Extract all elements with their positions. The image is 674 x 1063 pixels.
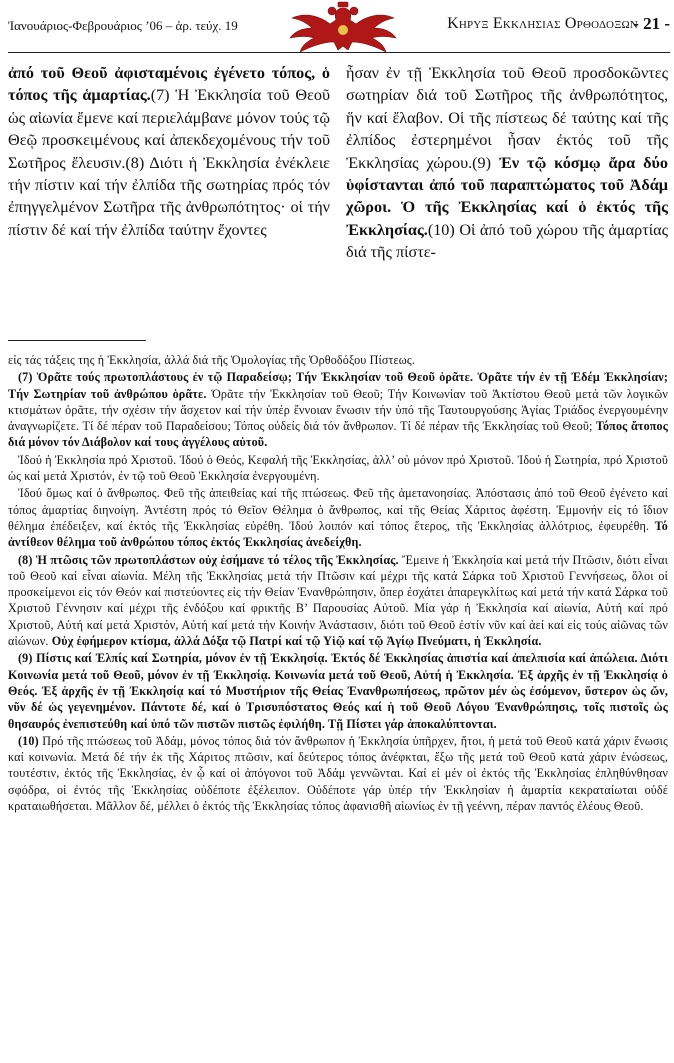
footnote-9 [8, 650, 668, 731]
left-text-1: Ἡ Ἐκκλησία τοῦ Θεοῦ ὡς αἰωνία ἔμενε καί περιελάμβανε μόνον τούς τῷ Θεῷ προσκειμένους καί ἀπεκδεχομένους τήν τοῦ Σωτῆρος ἔλευσιν. [8, 86, 331, 172]
footnotes [8, 352, 668, 815]
footnote-ref-8: (8) [125, 153, 145, 172]
footnote-10-text: Πρό τῆς πτώσεως τοῦ Ἀδάμ, μόνος τόπος διά τόν ἄνθρωπον ἡ Ἐκκλησία ὑπῆρχεν, ἤτοι, ἡ μετά τοῦ Θεοῦ κατά χάριν ἕνωσις καί κοινωνία. Μετά δέ τήν ἐκ τῆς Χάριτος πτῶσιν, καί δεύτερος τόπος ἀνέφκται, ἔξω τῆς μετά τοῦ Θεοῦ κατά χάριν ἑνώσεως, τουτέστιν, ἐκτός τῆς Ἐκκλησίας, ἐν ᾧ καί οἱ ἀπόγονοι τοῦ Ἀδάμ γεννῶνται. Καί εἰ μέν οἱ ἐκτός τῆς Ἐκκλησίας ἐπληθύνθησαν σφόδρα, οἱ ἐντός τῆς Ἐκκλησίας οὐδέποτε ἐξέλειπον. Οὐδέποτε γάρ ὑπέρ τήν Ἐκκλησίαν ἡ ἁμαρτία κεκραταίωται οὐδέ κραταιωθήσεται. Μᾶλλον δέ, μέλλει ὁ ἐκτός τῆς Ἐκκλησίας τόπος ἀφανισθῆ αἰωνίως ἐν τῇ γεέννη, πέραν παντός ἐλέους Θεοῦ. [8, 733, 668, 814]
main-text [8, 62, 668, 302]
footnote-7-para-3-bold: Τό ἀντίθεον θέλημα τοῦ ἀνθρώπου τόπος ἐκτός Ἐκκλησίας ἀνεδείχθη. [8, 518, 668, 550]
footnote-7-para-2: Ἰδού ἡ Ἐκκλησία πρό Χριστοῦ. Ἰδού ὁ Θεός, Κεφαλή τῆς Ἐκκλησίας, ἀλλ’ οὐ μόνον πρό Χριστοῦ. Ἰδού ἡ Σωτηρία, πρό Χριστοῦ ὡς καί μετά Χριστόν, ἐν τῷ τοῦ Θεοῦ Ἐκκλησία ἐνεργουμένη. [8, 452, 668, 484]
footnote-10 [8, 733, 668, 814]
footnote-8-bold-2: Οὐχ ἐφήμερον κτίσμα, ἀλλά Δόξα τῷ Πατρί καί τῷ Υἱῷ καί τῷ Ἁγίῳ Πνεύματι, ἡ Ἐκκλησία. [48, 634, 542, 649]
footnote-7 [8, 369, 668, 450]
header-rule [8, 52, 670, 53]
magazine-title: Κηρυξ Εκκλησιας Ορθοδοξων [447, 15, 638, 32]
issue-info: Ἰανουάριος-Φεβρουάριος ’06 – ἀρ. τεύχ. 19 [8, 18, 238, 33]
page-number: - 21 - [633, 14, 670, 33]
right-text-2: Οἱ ἀπό τοῦ χώρου τῆς ἁμαρτίας διά τῆς πίστε- [346, 220, 668, 262]
footnote-7-bold: (7) Ὁρᾶτε τούς πρωτοπλάστους ἐν τῷ Παραδείσῳ; Τήν Ἐκκλησίαν τοῦ Θεοῦ ὁρᾶτε. Ὁρᾶτε τήν ἐν τῇ Ἐδέμ Ἐκκλησίαν; Τήν Σωτηρίαν τοῦ ἀνθρώπου ὁρᾶτε. [8, 370, 668, 401]
column-right [346, 62, 668, 302]
footnote-7-para-3-text: Ἰδού ὅμως καί ὁ ἄνθρωπος. Φεῦ τῆς ἀπειθείας καί τῆς πτώσεως. Φεῦ τῆς ἀμετανοησίας. Ἀπόστασις ἀπό τοῦ Θεοῦ ἐγένετο καί τόπος ἁμαρτίας διηνοίγη. Ἀντέστη πρός τό Θεῖον Θέλημα ὁ ἄνθρωπος, καί τῆς Θείας Χάριτος ἀφέστη. Ἐμμονήν εἰς τό ἴδιον θέλημα ἐπέδειξεν, καί ἐκτός τῆς Ἐκκλησίας εὑρέθη. Ἰδού λοιπόν καί τόπος ἕτερος, τῆς Ἐκκλησίας ἀλλότριος, ἐφευρέθη. [8, 486, 668, 533]
footnote-8-bold: (8) Ἡ πτῶσις τῶν πρωτοπλάστων οὐχ ἐσήμανε τό τέλος τῆς Ἐκκλησίας. [18, 552, 399, 567]
footnote-9-bold: (9) Πίστις καί Ἐλπίς καί Σωτηρία, μόνον ἐν τῇ Ἐκκλησίᾳ. Ἐκτός δέ Ἐκκλησίας ἀπιστία καί ἀπελπισία καί ἀπώλεια. Διότι Κοινωνία μετά τοῦ Θεοῦ, μόνον ἐν τῇ Ἐκκλησίᾳ. Κοινωνία μετά τοῦ Θεοῦ, Αὐτή ἡ Ἐκκλησία. Ἐξ ἀρχῆς ἐν τῇ Ἐκκλησίᾳ ὁ Θεός. Ἐξ ἀρχῆς ἐν τῇ Ἐκκλησίᾳ καί τό Μυστήριον τῆς Θείας Ἐνανθρωπήσεως, πρῶτον μέν ὡς ἐσόμενον, ὕστερον ὡς ὤν, νῦν δέ ὡς γεγενημένον. Πάντοτε δέ, καί ὁ Τρισυπόστατος Θεός καί ἡ τοῦ Θεοῦ Λόγου Ἐνανθρώπησις, τοῖς πιστοῖς ὡς θησαυρός ἐνεπιστεύθη καί ὑπό τῶν πιστῶν πιστῶς ἐφιλήθη. Τῇ Πίστει γάρ ἀποκαλύπτονται. [8, 651, 668, 731]
footnote-7-bold-2: Τόπος ἄτοπος διά μόνον τόν Διάβολον καί τους ἀγγέλους αὐτοῦ. [8, 419, 668, 450]
column-left [8, 62, 330, 302]
footnote-ref-10: (10) [427, 220, 455, 239]
right-bold: Ἐν τῷ κόσμῳ ἄρα δύο ὑφίστανται ἀπό τοῦ παραπτώματος τοῦ Ἀδάμ χῶροι. Ὁ τῆς Ἐκκλησίας καί ὁ ἐκτός τῆς Ἐκκλησίας. [346, 153, 668, 239]
left-bold-intro: ἀπό τοῦ Θεοῦ ἀφισταμένοις ἐγένετο τόπος, ὁ τόπος τῆς ἁμαρτίας. [8, 64, 330, 105]
footnote-separator [8, 340, 146, 341]
page-header [0, 0, 674, 58]
footnote-continuation: εἰς τάς τάξεις της ἡ Ἐκκλησία, ἀλλά διά τῆς Ὁμολογίας τῆς Ὀρθοδόξου Πίστεως. [8, 353, 415, 367]
footnote-7-para-3 [8, 485, 668, 550]
double-headed-eagle-emblem [284, 0, 402, 54]
footnote-8-text: Ἔμεινε ἡ Ἐκκλησία καί μετά τήν Πτῶσιν, διότι εἶναι τοῦ Θεοῦ καί εἶναι αἰωνία. Μέλη τῆς Ἐκκλησίας μετά τήν Πτῶσιν καί μέχρι τῆς κατά Σάρκα τοῦ Χριστοῦ Γεννήσεως, ὅλοι οἱ προσκείμενοι εἰς τόν Θεόν καί πιστεύοντες εἰς τήν Θείαν Ἐνανθρώπησιν, ὅπερ ἐσχάτει ἀπαρεγκλίτως καί μετά τήν κατά Σάρκα τοῦ Χριστοῦ Γέννησιν καί μέχρι τῆς ἐνδόξου καί φρικτῆς Β’ Παρουσίας Αὐτοῦ. Μία γάρ ἡ Ἐκκλησία καί αἰωνία, Αὐτή καί πρό Χριστοῦ, Αὐτή καί μετά Χριστόν, Αὐτή καί μετά τήν Κοινήν Ἀνάστασιν, διότι τοῦ Θεοῦ ἐστίν νῦν καί ἀεί καί εἰς τούς αἰῶνας τῶν αἰώνων. [8, 552, 668, 649]
footnote-7-text: Ὁρᾶτε τήν Ἐκκλησίαν τοῦ Θεοῦ; Τήν Κοινωνίαν τοῦ Ἀκτίστου Θεοῦ μετά τῶν λογικῶν κτισμάτων ὁρᾶτε, τήν σχέσιν τήν ἄσχετον καί τήν ὑπέρ ἔννοιαν ἕνωσιν τήν ὑπό τῆς Ταυτουργούσης Ἁγίας Τριάδος ἐνεργουμένην ἀναγνωρίζετε. Τί δέ πέραν τοῦ Παραδείσου; Τόπος οὐδείς διά τόν ἄνθρωπον. Τί δέ πέραν τῆς Ἐκκλησίας τοῦ Θεοῦ; [8, 386, 668, 434]
left-text-2: Διότι ἡ Ἐκκλησία ἐνέκλειε τήν πίστιν καί τήν ἐλπίδα τῆς σωτηρίας πρός τόν ἐπηγγελμένον Σωτῆρα τῆς ἀνθρωπότητος· οἱ τήν πίστιν δέ καί τήν ἐλπίδα ταύτην ἔχοντες [8, 153, 330, 239]
footnote-10-ref: (10) [18, 733, 39, 748]
right-text-1: ἦσαν ἐν τῇ Ἐκκλησία τοῦ Θεοῦ προσδοκῶντες σωτηρίαν διά τοῦ Σωτῆρος τῆς ἀνθρωπότητος, ἥν καί ἔλαβον. Οἱ τῆς πίστεως δέ ταύτης καί τῆς ἐλπίδος ἐστερημένοι ἦσαν ἐκτός τοῦ τῆς Ἐκκλησίας χώρου. [346, 64, 668, 172]
footnote-ref-7: (7) [150, 86, 170, 105]
footnote-ref-9: (9) [472, 153, 492, 172]
footnote-8 [8, 552, 668, 650]
